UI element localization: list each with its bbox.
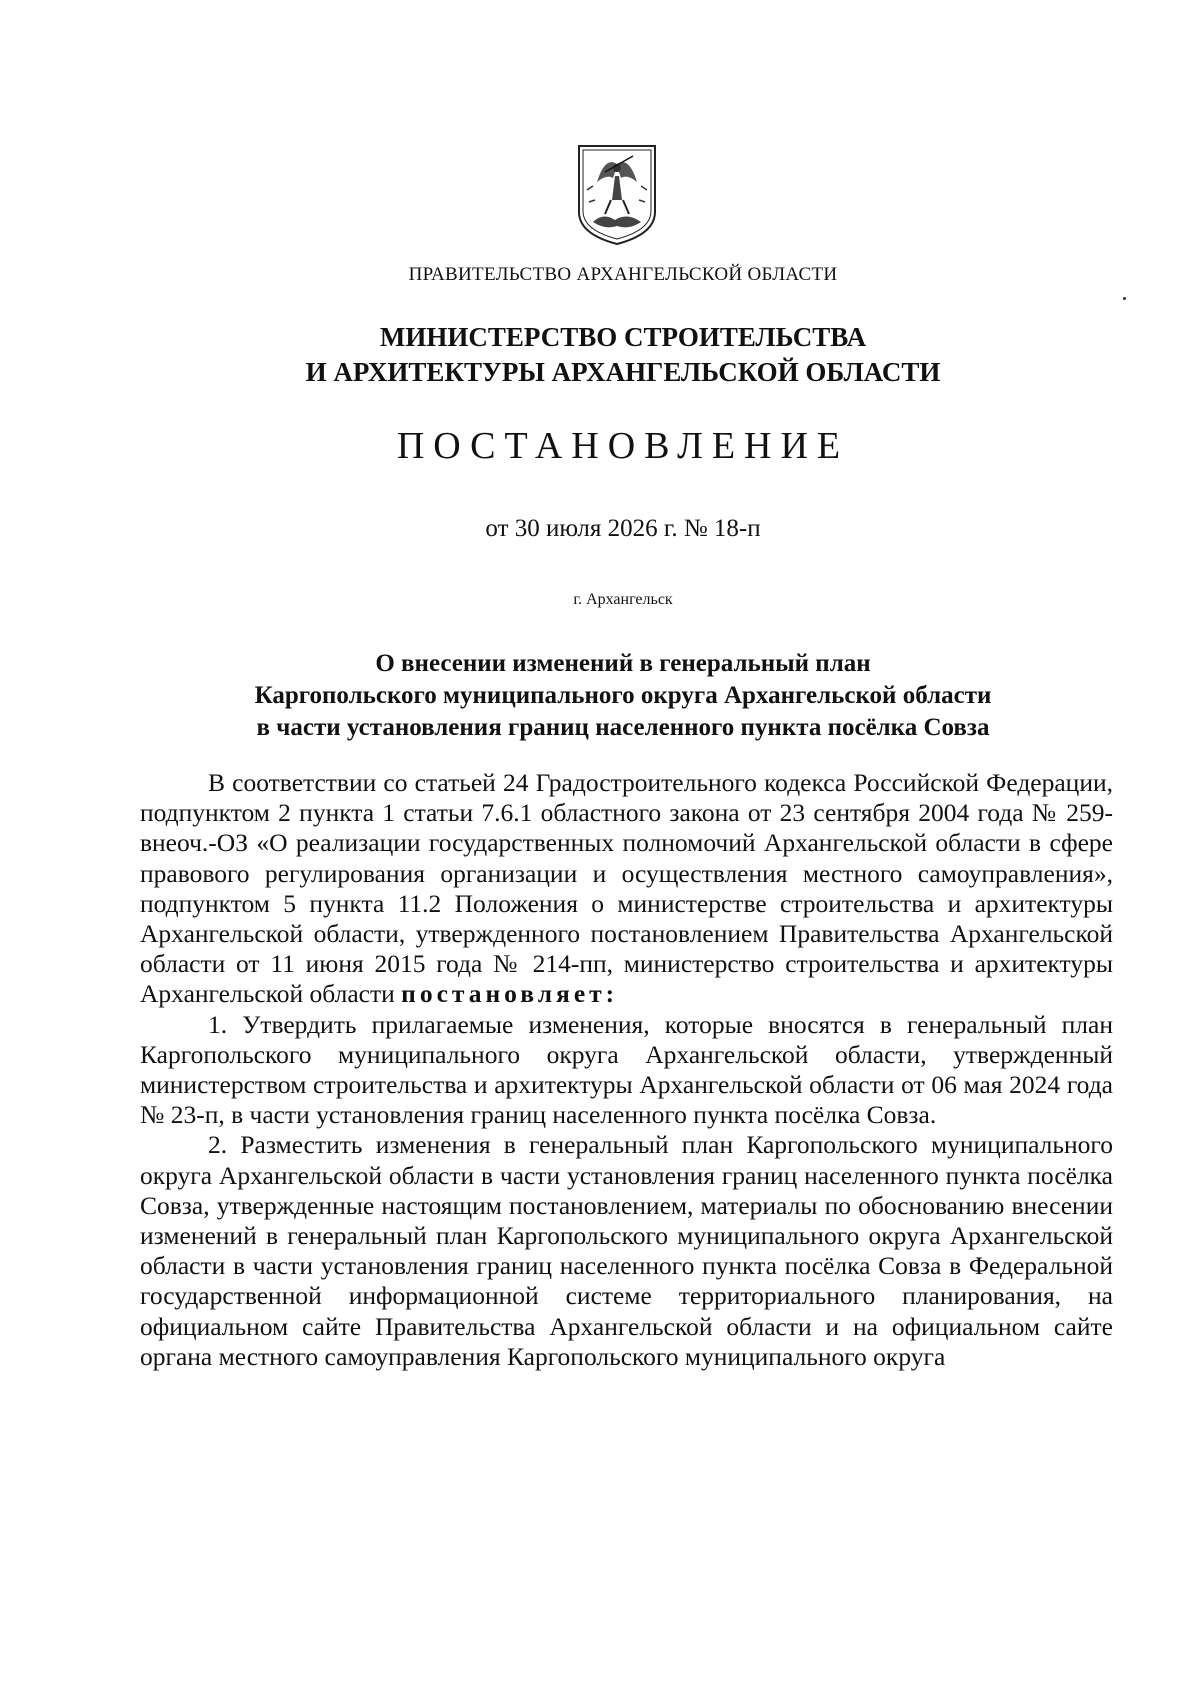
city: г. Архангельск <box>573 591 673 608</box>
title-line-2: Каргопольского муниципального округа Архангельской области <box>254 682 992 709</box>
ministry-line-2: И АРХИТЕКТУРЫ АРХАНГЕЛЬСКОЙ ОБЛАСТИ <box>305 357 941 387</box>
scan-speck <box>1123 297 1126 300</box>
title-line-1: О внесении изменений в генеральный план <box>375 650 871 677</box>
title-line-3: в части установления границ населенного пункта посёлка Совза <box>256 714 990 741</box>
decree-word: постановляет: <box>401 979 619 1009</box>
document-type: ПОСТАНОВЛЕНИЕ <box>396 425 850 467</box>
ministry-name <box>0 320 1200 390</box>
ministry-line-1: МИНИСТЕРСТВО СТРОИТЕЛЬСТВА <box>379 322 867 352</box>
item-2-paragraph: 2. Разместить изменения в генеральный план Каргопольского муниципального округа Архангельской области в части установления границ населенного пункта посёлка Совза, утвержденные настоящим постановлением, материалы по обоснованию внесении изменений в генеральный план Каргопольского муниципального округа Архангельской области в части установления границ населенного пункта посёлка Совза в Федеральной государственной информационной системе территориального планирования, на официальном сайте Правительства Архангельской области и на официальном сайте органа местного самоуправления Каргопольского муниципального округа <box>140 1130 1113 1371</box>
preamble-paragraph <box>140 768 1113 1010</box>
document-title <box>0 648 1200 744</box>
preamble-text: В соответствии со статьей 24 Градостроительного кодекса Российской Федерации, подпунктом 2 пункта 1 статьи 7.6.1 областного закона от 23 сентября 2004 года № 259-внеоч.-ОЗ «О реализации государственных полномочий Архангельской области в сфере правового регулирования организации и осуществления местного самоуправления», подпунктом 5 пункта 11.2 Положения о министерстве строительства и архитектуры Архангельской области, утвержденного постановлением Правительства Архангельской области от 11 июня 2015 года № 214-пп, министерство строительства и архитектуры Архангельской области <box>140 768 1113 1009</box>
item-1-paragraph: 1. Утвердить прилагаемые изменения, которые вносятся в генеральный план Каргопольского муниципального округа Архангельской области, утвержденный министерством строительства и архитектуры Архангельской области от 06 мая 2024 года № 23-п, в части установления границ населенного пункта посёлка Совза. <box>140 1009 1113 1130</box>
government-name: ПРАВИТЕЛЬСТВО АРХАНГЕЛЬСКОЙ ОБЛАСТИ <box>408 264 838 285</box>
arkhangelsk-coat-of-arms-icon <box>575 142 659 246</box>
document-body <box>140 768 1113 1372</box>
date-and-number: от 30 июля 2026 г. № 18-п <box>485 515 761 542</box>
